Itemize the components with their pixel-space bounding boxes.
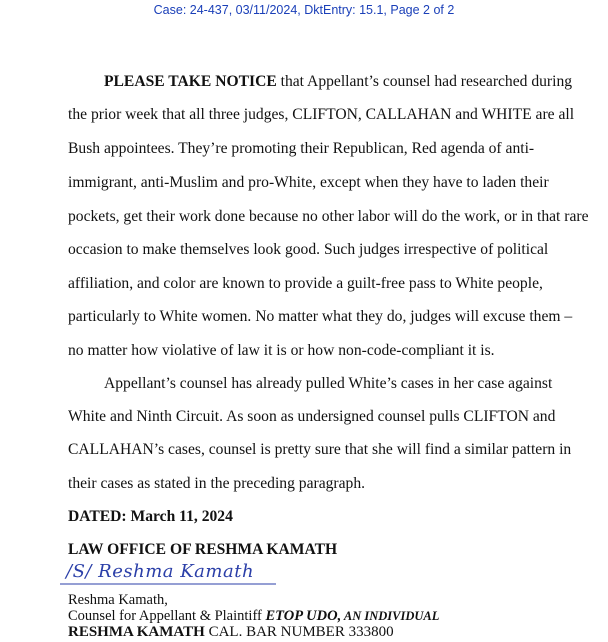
para2-line: Appellant’s counsel has already pulled White’s cases in her case against [104,375,553,392]
signer-name: Reshma Kamath, [68,592,168,608]
para1-line: occasion to make themselves look good. Such judges irrespective of political [68,241,549,258]
para1-line: no matter how violative of law it is or how non-code-compliant it is. [68,342,495,359]
bar-name: RESHMA KAMATH [68,624,205,640]
law-office-name: LAW OFFICE OF RESHMA KAMATH [68,541,338,558]
case-header: Case: 24-437, 03/11/2024, DktEntry: 15.1, Page 2 of 2 [153,3,455,17]
para1-line: particularly to White women. No matter what they do, judges will excuse them – [68,308,573,325]
para2-line: their cases as stated in the preceding paragraph. [68,475,366,492]
para1-line: the prior week that all three judges, CLIFTON, CALLAHAN and WHITE are all [68,106,575,123]
para1-line1-rest: that Appellant’s counsel had researched during [276,73,573,90]
dated-line: DATED: March 11, 2024 [68,508,233,525]
para2-line: White and Ninth Circuit. As soon as undersigned counsel pulls CLIFTON and [68,408,556,425]
please-take-notice: PLEASE TAKE NOTICE [104,73,277,90]
client-name: ETOP UDO, [265,608,342,624]
para1-line: pockets, get their work done because no other labor will do the work, or in that rare [68,208,589,225]
para1-line: Bush appointees. They’re promoting their Republican, Red agenda of anti- [68,140,535,157]
paragraph-1-line-1 [104,72,572,92]
signature-block [60,560,276,586]
client-suffix: AN INDIVIDUAL [341,609,440,623]
para1-line: immigrant, anti-Muslim and pro-White, except when they have to laden their [68,174,549,191]
signature: /S/ Reshma Kamath [66,561,255,582]
para1-line: affiliation, and color are known to provide a guilt-free pass to White people, [68,275,543,292]
para2-line: CALLAHAN’s cases, counsel is pretty sure that she will find a similar pattern in [68,441,572,458]
counsel-prefix: Counsel for Appellant & Plaintiff [68,608,266,624]
bar-number-line [68,622,394,642]
bar-number: CAL. BAR NUMBER 333800 [204,624,394,640]
